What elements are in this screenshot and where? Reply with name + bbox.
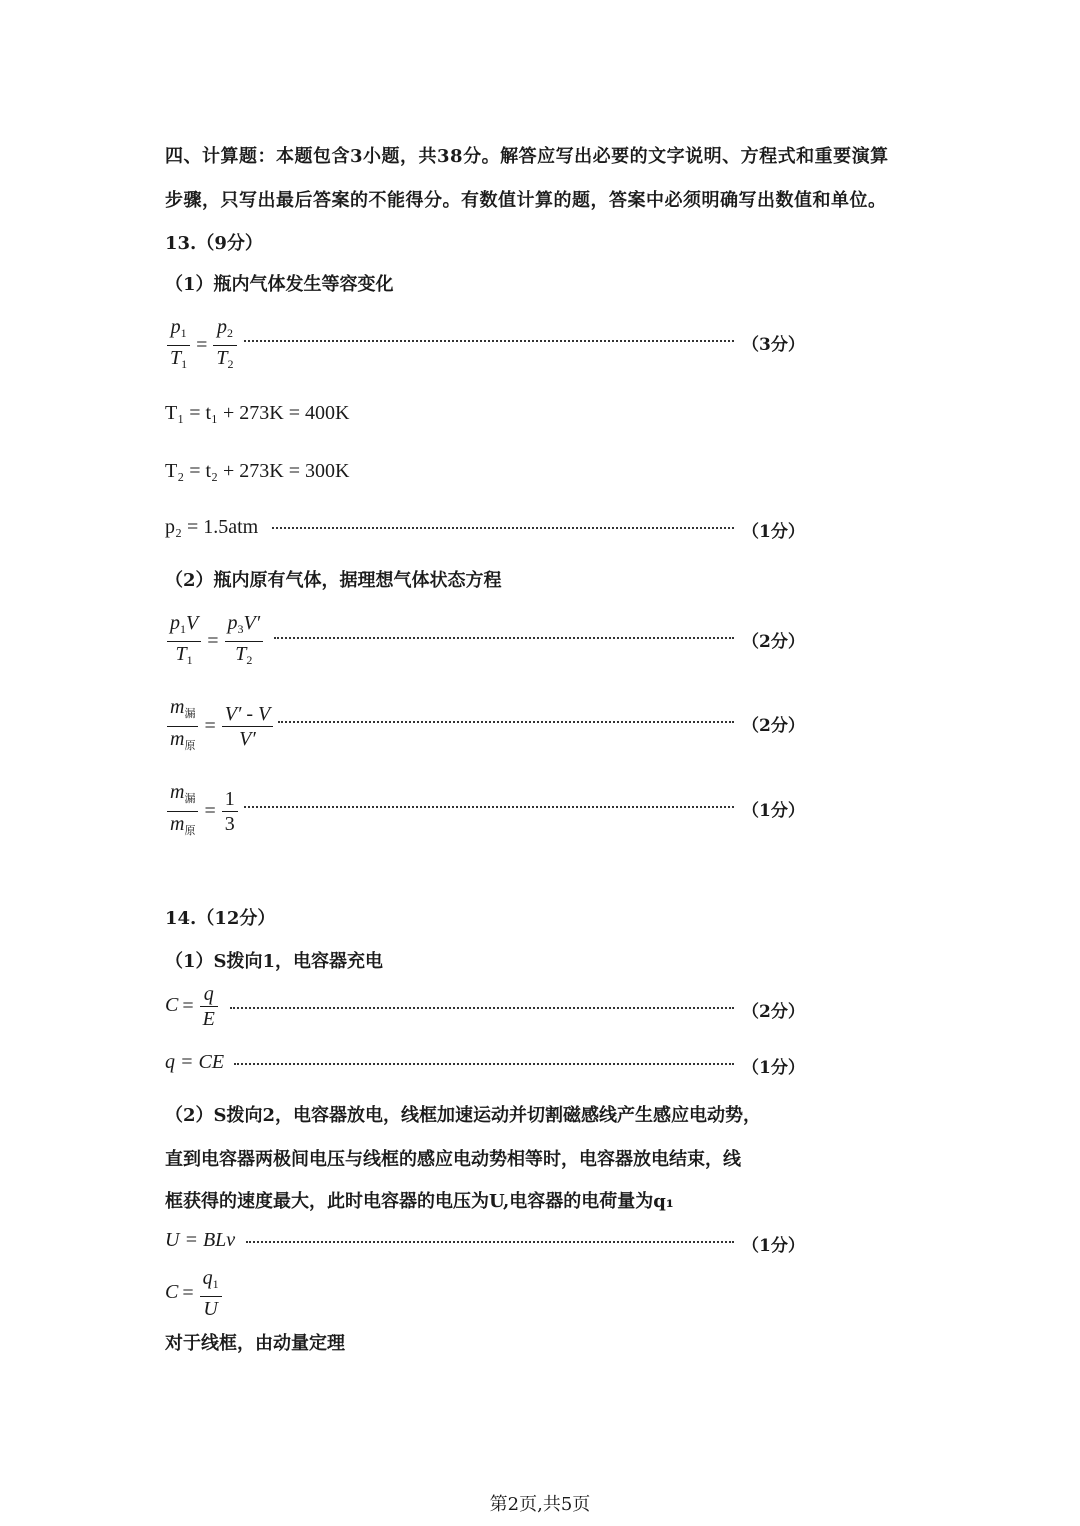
score-label: （1分） <box>742 522 805 542</box>
dot-leader <box>230 1007 734 1009</box>
q13-part1: （1）瓶内气体发生等容变化 <box>165 274 394 295</box>
q14-heading: 14.（12分） <box>165 908 276 929</box>
frac-numerator: 1 <box>222 788 238 812</box>
dot-leader <box>272 527 734 529</box>
q14-eq-q: q = CE <box>165 1051 225 1073</box>
dot-leader <box>244 806 734 808</box>
score-label: （3分） <box>742 335 805 355</box>
score-label: （2分） <box>742 716 805 736</box>
dot-leader <box>244 340 734 342</box>
q14-momentum-text: 对于线框，由动量定理 <box>165 1333 345 1354</box>
subscript-leak: 漏 <box>184 793 196 805</box>
q13-eq-mass-result: $\frac{m_漏}{m_原}$ = $\frac{1}{3}$ <box>165 781 240 842</box>
q14-part1: （1）S拨向1，电容器充电 <box>165 951 384 972</box>
q14-part2-line3: 框获得的速度最大，此时电容器的电压为U,电容器的电荷量为q₁ <box>165 1191 674 1212</box>
frac-denominator: 3 <box>224 813 235 835</box>
score-label: （2分） <box>742 1002 805 1022</box>
score-label: （2分） <box>742 632 805 652</box>
subscript-orig: 原 <box>184 825 196 837</box>
q13-eq-charles: $\frac{p_1}{T_1}$ = $\frac{p_2}{T_2}$ <box>165 316 239 375</box>
score-label: （1分） <box>742 1236 805 1256</box>
q14-eq-capacitance-final: C = $\frac{q_1}{U}$ <box>165 1267 224 1320</box>
dot-leader <box>278 721 734 723</box>
q14-eq-U: U = BLv <box>165 1229 236 1251</box>
q13-eq-mass-ratio: $\frac{m_漏}{m_原}$ = $\frac{V' - V}{V'}$ <box>165 696 275 757</box>
score-label: （1分） <box>742 1058 805 1078</box>
section-instruction-line2: 步骤，只写出最后答案的不能得分。有数值计算的题，答案中必须明确写出数值和单位。 <box>165 190 887 211</box>
q13-heading: 13.（9分） <box>165 233 263 254</box>
q14-part2-line1: （2）S拨向2，电容器放电，线框加速运动并切割磁感线产生感应电动势， <box>165 1105 762 1126</box>
dot-leader <box>274 637 734 639</box>
score-label: （1分） <box>742 801 805 821</box>
q14-part2-line2: 直到电容器两极间电压与线框的感应电动势相等时，电容器放电结束，线 <box>165 1149 741 1170</box>
q13-eq-p2: p₂ = 1.5atm <box>165 516 259 538</box>
subscript-leak: 漏 <box>184 708 196 720</box>
q13-eq-T1: T₁ = t₁ + 273K = 400K <box>165 402 350 424</box>
subscript-orig: 原 <box>184 740 196 752</box>
q13-part2: （2）瓶内原有气体，据理想气体状态方程 <box>165 570 502 591</box>
dot-leader <box>234 1063 734 1065</box>
dot-leader <box>246 1241 734 1243</box>
q13-eq-gas-law: $\frac{p_1V}{T_1}$ = $\frac{p_3V'}{T_2}$ <box>165 612 265 671</box>
q13-eq-T2: T₂ = t₂ + 273K = 300K <box>165 460 350 482</box>
page-number: 第2页,共5页 <box>489 1494 591 1515</box>
q14-eq-capacitance: C = $\frac{q}{E}$ <box>165 983 220 1030</box>
section-instruction-line1: 四、计算题：本题包含3小题，共38分。解答应写出必要的文字说明、方程式和重要演算 <box>165 146 889 167</box>
